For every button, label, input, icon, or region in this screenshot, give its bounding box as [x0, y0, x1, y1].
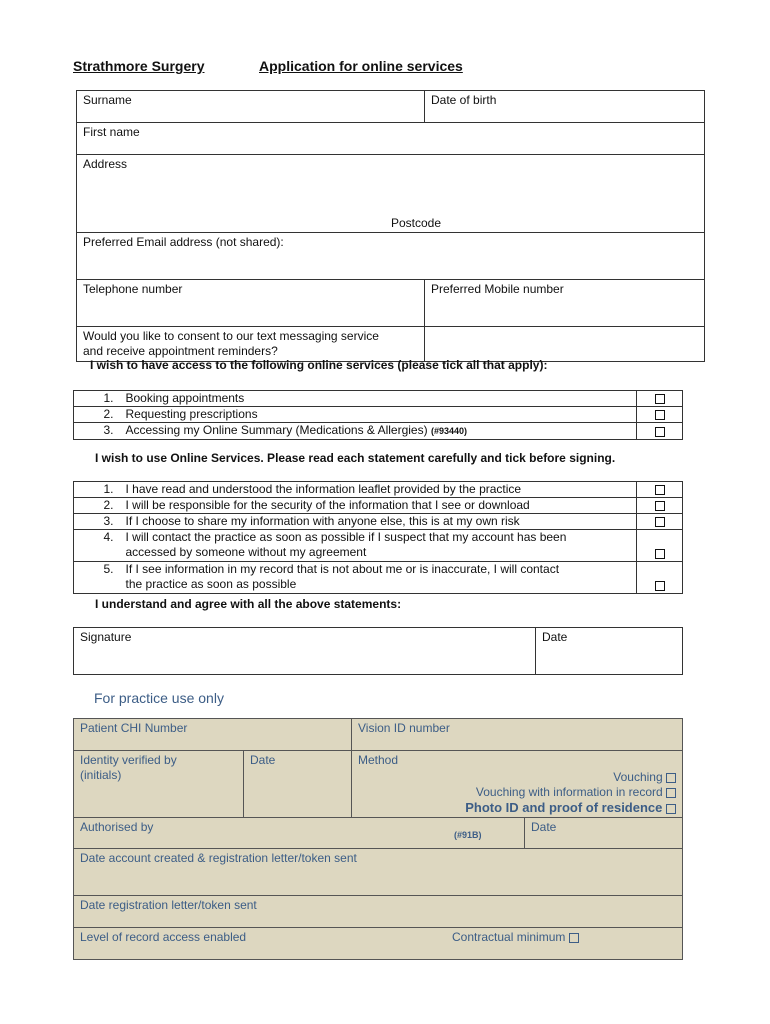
email-field[interactable]: [77, 233, 705, 280]
checkbox-icon: [666, 804, 676, 814]
method-vouching-option[interactable]: [358, 770, 676, 785]
form-header: [73, 58, 463, 74]
authorised-ref: (#91B): [454, 830, 482, 840]
item-number: 4.: [74, 530, 120, 562]
record-access-field: [74, 928, 683, 960]
checkbox-icon: [666, 788, 676, 798]
service-summary-ref: (#93440): [430, 426, 467, 436]
service-summary-label: [120, 423, 637, 440]
method-photo-id-option[interactable]: [358, 800, 676, 815]
item-number: 1.: [74, 482, 120, 498]
telephone-label: Telephone number: [83, 282, 183, 296]
dob-field[interactable]: [425, 91, 705, 123]
item-number: 3.: [74, 423, 120, 440]
statement-3-checkbox[interactable]: [637, 514, 683, 530]
signature-date-field[interactable]: [536, 628, 683, 675]
statement-4-checkbox[interactable]: [637, 530, 683, 562]
service-prescriptions-checkbox[interactable]: [637, 407, 683, 423]
statement-text: [120, 562, 637, 594]
statement-text: If I choose to share my information with anyone else, this is at my own risk: [120, 514, 637, 530]
chi-number-label: Patient CHI Number: [80, 721, 188, 735]
first-name-label: First name: [83, 125, 140, 139]
checkbox-icon: [655, 517, 665, 527]
checkbox-icon: [655, 501, 665, 511]
service-summary-text: Accessing my Online Summary (Medications & Allergies): [125, 423, 428, 437]
address-field[interactable]: [77, 155, 705, 233]
vision-id-label: Vision ID number: [358, 721, 450, 735]
identity-date-field[interactable]: [244, 751, 352, 818]
contractual-minimum-label: Contractual minimum: [452, 930, 566, 944]
statement-line: the practice as soon as possible: [125, 577, 297, 591]
method-label: Method: [358, 753, 399, 767]
practice-use-title: For practice use only: [94, 690, 224, 706]
contractual-minimum-option[interactable]: [452, 930, 579, 945]
list-item: [74, 562, 683, 594]
personal-details-table: [76, 90, 705, 362]
form-title: Application for online services: [259, 58, 463, 74]
address-label: Address: [83, 157, 128, 171]
agree-statement: I understand and agree with all the above statements:: [95, 597, 402, 611]
statement-5-checkbox[interactable]: [637, 562, 683, 594]
sms-consent-line2: and receive appointment reminders?: [83, 344, 278, 358]
authorised-by-field[interactable]: [74, 818, 525, 849]
identity-verified-field[interactable]: [74, 751, 244, 818]
list-item: [74, 482, 683, 498]
identity-date-label: Date: [250, 753, 276, 767]
list-item: [74, 530, 683, 562]
signature-table: [73, 627, 683, 675]
signature-field[interactable]: [74, 628, 536, 675]
list-item: [74, 498, 683, 514]
method-photo-id-label: Photo ID and proof of residence: [465, 800, 663, 815]
checkbox-icon: [655, 485, 665, 495]
checkbox-icon: [569, 933, 579, 943]
list-item: [74, 514, 683, 530]
statements-heading: I wish to use Online Services. Please read each statement carefully and tick before signing.: [95, 451, 616, 465]
item-number: 2.: [74, 498, 120, 514]
signature-date-label: Date: [542, 630, 568, 644]
list-item: [74, 391, 683, 407]
checkbox-icon: [666, 773, 676, 783]
chi-number-field[interactable]: [74, 719, 352, 751]
practice-use-table: [73, 718, 683, 960]
method-vouching-label: Vouching: [613, 770, 663, 784]
services-heading: I wish to have access to the following online services (please tick all that apply):: [90, 358, 548, 372]
record-access-label: Level of record access enabled: [80, 930, 247, 944]
practice-name: Strathmore Surgery: [73, 58, 205, 74]
statement-line: I will contact the practice as soon as possible if I suspect that my account has been: [125, 530, 567, 544]
list-item: [74, 423, 683, 440]
service-summary-checkbox[interactable]: [637, 423, 683, 440]
method-field: [352, 751, 683, 818]
sms-consent-answer[interactable]: [425, 327, 705, 362]
account-created-label: Date account created & registration letter/token sent: [80, 851, 357, 865]
statement-2-checkbox[interactable]: [637, 498, 683, 514]
list-item: [74, 407, 683, 423]
service-booking-checkbox[interactable]: [637, 391, 683, 407]
service-prescriptions-label: Requesting prescriptions: [120, 407, 637, 423]
first-name-field[interactable]: [77, 123, 705, 155]
item-number: 1.: [74, 391, 120, 407]
statement-text: I have read and understood the information leaflet provided by the practice: [120, 482, 637, 498]
item-number: 2.: [74, 407, 120, 423]
identity-verified-label: Identity verified by: [80, 753, 177, 767]
item-number: 5.: [74, 562, 120, 594]
statements-table: [73, 481, 683, 594]
checkbox-icon: [655, 394, 665, 404]
account-created-field[interactable]: [74, 849, 683, 896]
checkbox-icon: [655, 427, 665, 437]
postcode-label: Postcode: [391, 216, 442, 230]
checkbox-icon: [655, 549, 665, 559]
checkbox-icon: [655, 410, 665, 420]
service-booking-label: Booking appointments: [120, 391, 637, 407]
authorised-date-label: Date: [531, 820, 557, 834]
surname-field[interactable]: [77, 91, 425, 123]
statement-text: [120, 530, 637, 562]
signature-label: Signature: [80, 630, 132, 644]
identity-initials-label: (initials): [80, 768, 122, 782]
mobile-label: Preferred Mobile number: [431, 282, 564, 296]
method-vouching-record-option[interactable]: [358, 785, 676, 800]
statement-line: accessed by someone without my agreement: [125, 545, 367, 559]
sms-consent-label: [77, 327, 425, 362]
authorised-date-field[interactable]: [525, 818, 683, 849]
vision-id-field[interactable]: [352, 719, 683, 751]
checkbox-icon: [655, 581, 665, 591]
statement-line: If I see information in my record that is not about me or is inaccurate, I will contact: [125, 562, 560, 576]
surname-label: Surname: [83, 93, 132, 107]
telephone-field[interactable]: [77, 280, 425, 327]
item-number: 3.: [74, 514, 120, 530]
statement-text: I will be responsible for the security of the information that I see or download: [120, 498, 637, 514]
mobile-field[interactable]: [425, 280, 705, 327]
services-table: [73, 390, 683, 440]
dob-label: Date of birth: [431, 93, 497, 107]
letter-sent-field[interactable]: [74, 896, 683, 928]
email-label: Preferred Email address (not shared):: [83, 235, 284, 249]
authorised-by-label: Authorised by: [80, 820, 154, 834]
letter-sent-label: Date registration letter/token sent: [80, 898, 257, 912]
method-vouching-record-label: Vouching with information in record: [475, 785, 663, 799]
statement-1-checkbox[interactable]: [637, 482, 683, 498]
sms-consent-line1: Would you like to consent to our text messaging service: [83, 329, 379, 343]
